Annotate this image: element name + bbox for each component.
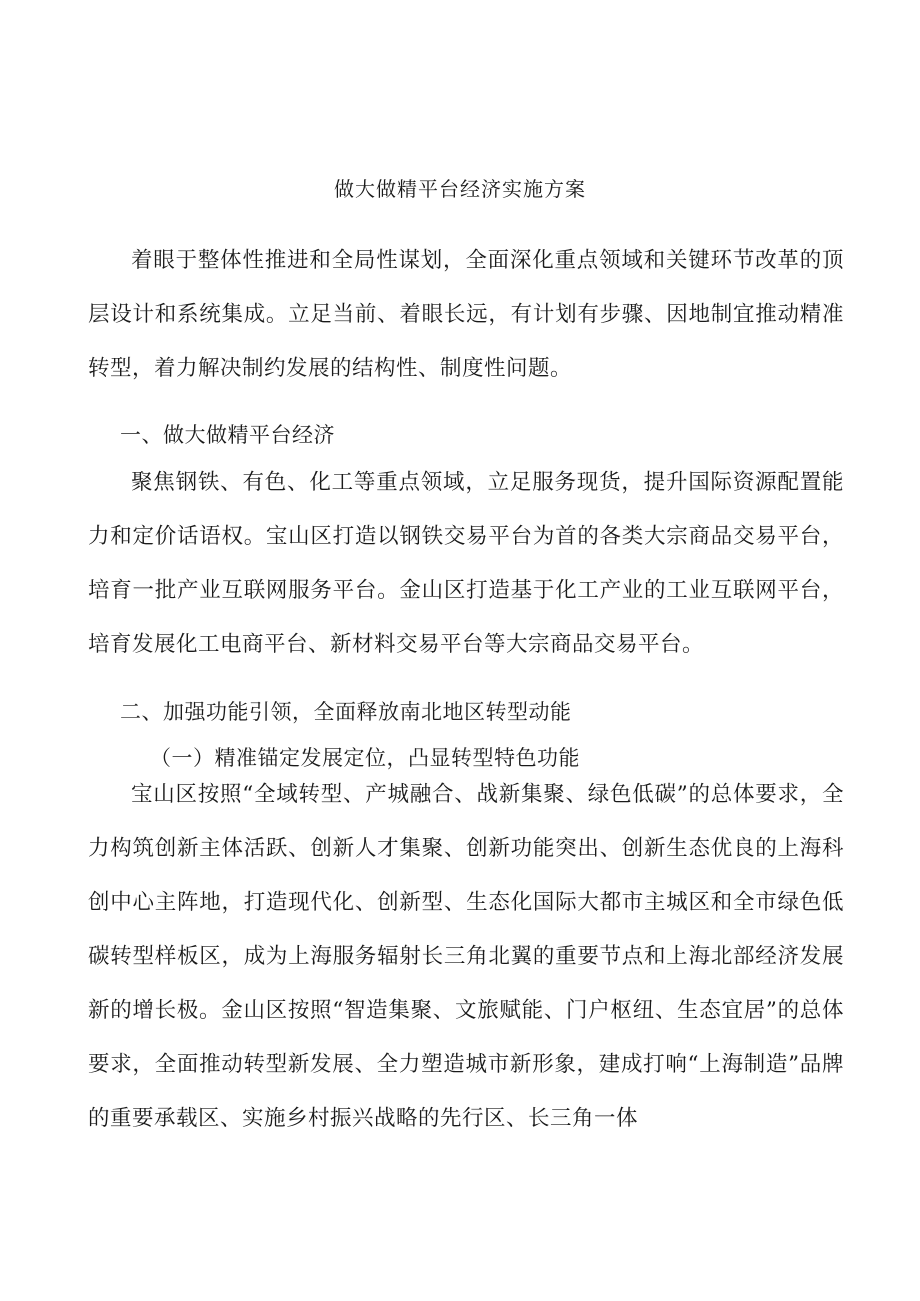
section-1-paragraph: 聚焦钢铁、有色、化工等重点领域，立足服务现货，提升国际资源配置能力和定价话语权。宝山区打造以钢铁交易平台为首的各类大宗商品交易平台，培育一批产业互联网服务平台。金山区打造基于化工产业的工业互联网平台，培育发展化工电商平台、新材料交易平台等大宗商品交易平台。 bbox=[88, 470, 844, 657]
section-2-paragraph: 宝山区按照“全域转型、产城融合、战新集聚、绿色低碳”的总体要求，全力构筑创新主体活跃、创新人才集聚、创新功能突出、创新生态优良的上海科创中心主阵地，打造现代化、创新型、生态化国际大都市主城区和全市绿色低碳转型样板区，成为上海服务辐射长三角北翼的重要节点和上海北部经济发展新的增长极。金山区按照“智造集聚、文旅赋能、门户枢纽、生态宜居”的总体要求，全面推动转型新发展、全力塑造城市新形象，建成打响“上海制造”品牌的重要承载区、实施乡村振兴战略的先行区、长三角一体 bbox=[88, 782, 844, 1131]
document-title: 做大做精平台经济实施方案 bbox=[334, 177, 586, 201]
intro-paragraph: 着眼于整体性推进和全局性谋划，全面深化重点领域和关键环节改革的顶层设计和系统集成。立足当前、着眼长远，有计划有步骤、因地制宜推动精准转型，着力解决制约发展的结构性、制度性问题。 bbox=[88, 248, 844, 381]
section-1-heading: 一、做大做精平台经济 bbox=[120, 423, 335, 447]
section-2-subheading: （一）精准锚定发展定位，凸显转型特色功能 bbox=[150, 746, 580, 770]
section-2-heading: 二、加强功能引领，全面释放南北地区转型动能 bbox=[120, 700, 572, 724]
